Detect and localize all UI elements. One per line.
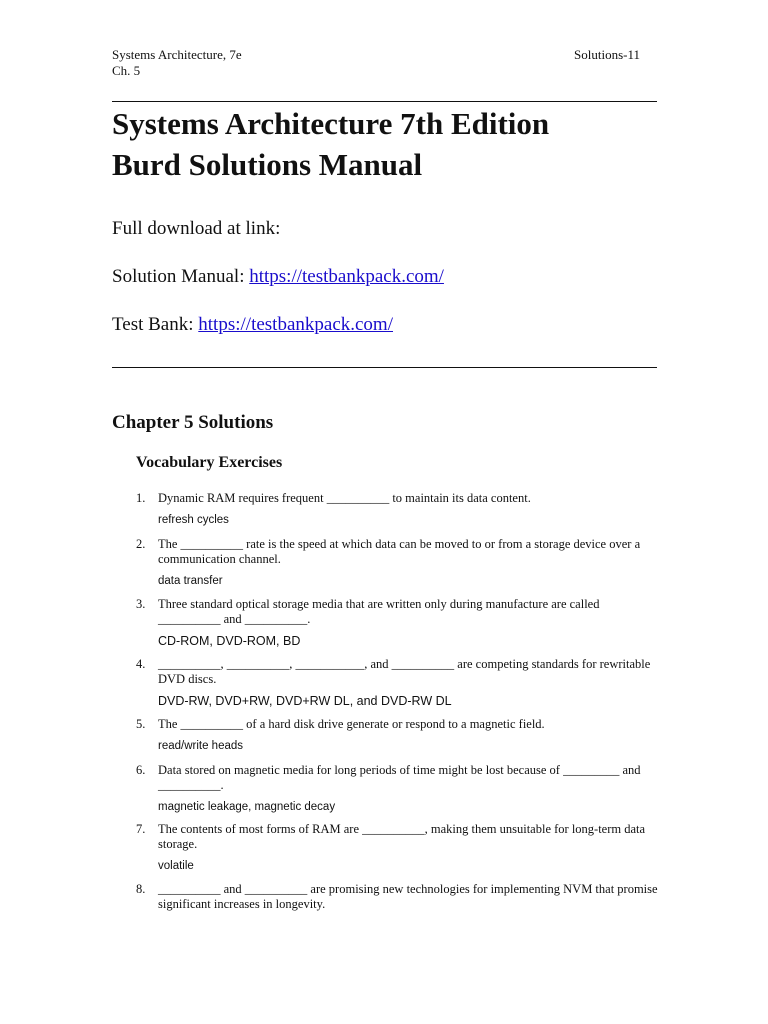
title-line-1: Systems Architecture 7th Edition	[112, 106, 550, 141]
exercise-item	[136, 597, 660, 649]
solution-manual-link[interactable]: https://testbankpack.com/	[249, 266, 444, 287]
exercise-item	[136, 822, 660, 873]
header-chapter: Ch. 5	[112, 63, 141, 78]
top-divider	[112, 101, 657, 102]
test-bank-label: Test Bank:	[112, 314, 199, 335]
exercise-answer: DVD-RW, DVD+RW, DVD+RW DL, and DVD-RW DL	[158, 694, 452, 708]
exercise-answer: CD-ROM, DVD-ROM, BD	[158, 634, 301, 648]
bottom-divider	[112, 367, 657, 368]
exercise-question: __________ and __________ are promising new technologies for implementing NVM that promise significant increases in longevity.	[158, 882, 658, 911]
chapter-heading: Chapter 5 Solutions	[112, 412, 274, 433]
section-heading: Vocabulary Exercises	[136, 454, 283, 471]
exercise-number: 6.	[136, 763, 146, 777]
solution-manual-line	[112, 265, 444, 289]
exercise-number: 1.	[136, 491, 146, 505]
exercise-question: Data stored on magnetic media for long periods of time might be lost because of _________ and __________.	[158, 763, 641, 792]
exercise-question: The contents of most forms of RAM are __________, making them unsuitable for long-term data storage.	[158, 822, 646, 851]
exercise-question: Three standard optical storage media that are written only during manufacture are called __________ and __________.	[158, 597, 600, 626]
exercise-question: Dynamic RAM requires frequent __________ to maintain its data content.	[158, 491, 531, 505]
exercise-answer: data transfer	[158, 575, 223, 587]
exercise-item	[136, 882, 660, 912]
document-title	[112, 103, 657, 185]
exercise-answer: volatile	[158, 860, 194, 872]
header-book-title: Systems Architecture, 7e	[112, 47, 242, 62]
exercise-number: 5.	[136, 717, 146, 731]
exercise-number: 8.	[136, 882, 146, 896]
exercise-number: 4.	[136, 657, 146, 671]
exercise-number: 2.	[136, 537, 146, 551]
exercise-number: 7.	[136, 822, 146, 836]
exercise-item	[136, 491, 660, 527]
header-left	[112, 47, 242, 79]
test-bank-link[interactable]: https://testbankpack.com/	[198, 314, 393, 335]
exercise-item	[136, 717, 660, 753]
exercise-number: 3.	[136, 597, 146, 611]
header-page-label: Solutions-11	[574, 47, 640, 62]
exercise-item	[136, 537, 660, 588]
exercise-question: __________, __________, ___________, and __________ are competing standards for rewritable DVD discs.	[158, 657, 651, 686]
title-line-2: Burd Solutions Manual	[112, 147, 423, 182]
exercise-item	[136, 657, 660, 709]
exercise-item	[136, 763, 660, 814]
solution-manual-label: Solution Manual:	[112, 266, 250, 287]
exercise-answer: magnetic leakage, magnetic decay	[158, 801, 336, 813]
exercise-question: The __________ of a hard disk drive generate or respond to a magnetic field.	[158, 717, 545, 731]
download-intro: Full download at link:	[112, 218, 281, 239]
test-bank-line	[112, 313, 393, 337]
exercise-answer: read/write heads	[158, 740, 244, 752]
exercise-question: The __________ rate is the speed at which data can be moved to or from a storage device over a communication channel.	[158, 537, 641, 566]
exercise-answer: refresh cycles	[158, 514, 229, 526]
